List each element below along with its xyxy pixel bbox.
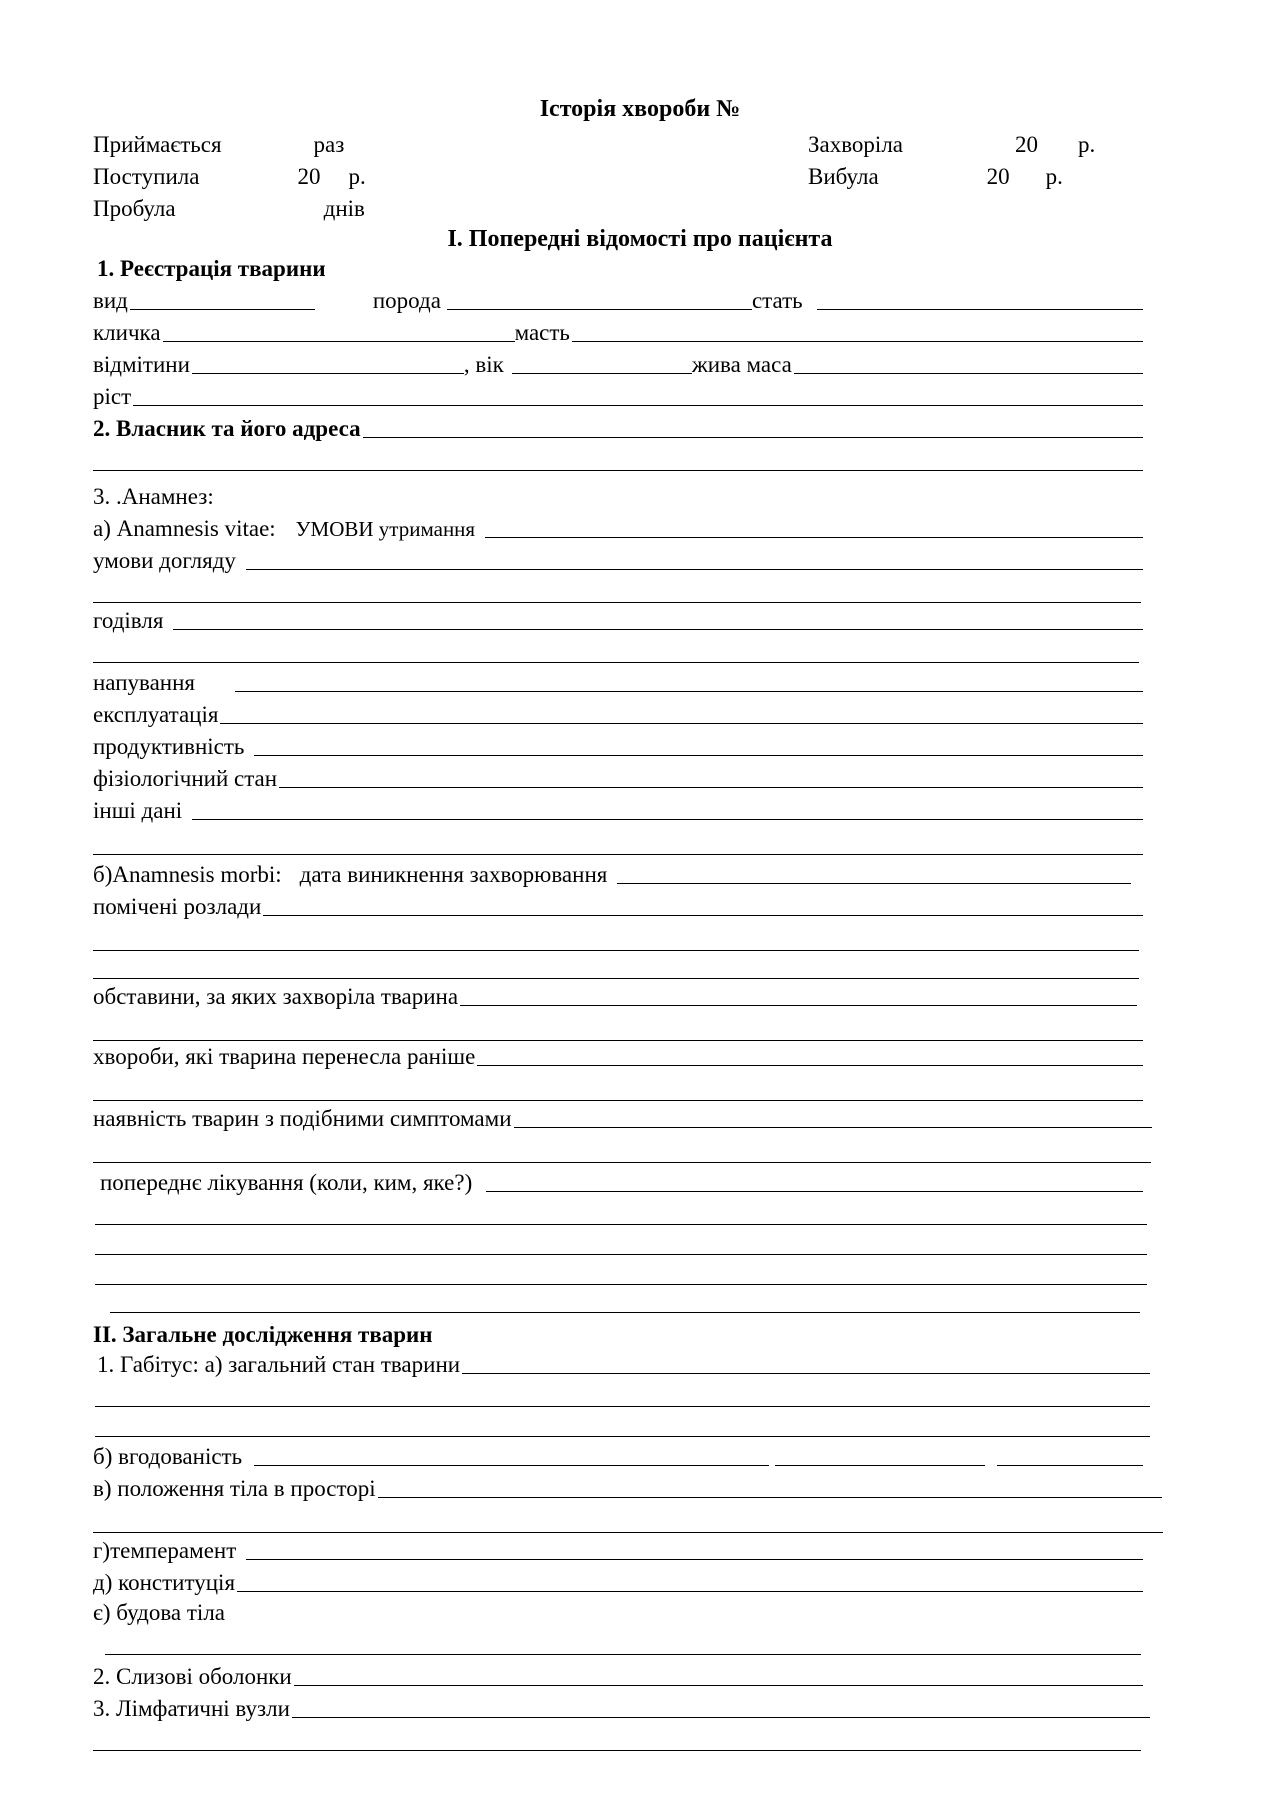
row-exploitation: [93, 698, 1143, 728]
row-lymph: [93, 1692, 1150, 1722]
keeping-field[interactable]: [485, 537, 1143, 538]
habitus-line-3[interactable]: [95, 1436, 1150, 1437]
fell-ill-label: Захворіла: [808, 132, 904, 157]
left-suffix: р.: [1045, 164, 1063, 189]
physiology-label: фізіологічний стан: [93, 766, 278, 791]
left-year: 20: [986, 164, 1010, 189]
other-field[interactable]: [192, 819, 1143, 820]
other-label: інші дані: [93, 798, 183, 823]
row-similar: [93, 1102, 1152, 1132]
care-field[interactable]: [246, 569, 1143, 570]
section2-heading: [93, 1318, 1143, 1348]
exploitation-label: експлуатація: [93, 702, 219, 727]
owner-line-2[interactable]: [93, 470, 1143, 471]
row-marks: [93, 348, 1143, 378]
mucosa-label: 2. Слизові оболонки: [93, 1664, 292, 1689]
habitus-line-2[interactable]: [95, 1406, 1150, 1407]
lymph-field[interactable]: [292, 1717, 1150, 1718]
physiology-field[interactable]: [279, 787, 1143, 788]
arrived-label: Поступила: [93, 164, 200, 189]
row-owner: [93, 412, 1143, 442]
disorders-line-2[interactable]: [93, 950, 1139, 951]
row-species: [93, 284, 1143, 314]
row-care: [93, 544, 1143, 574]
registration-heading: [97, 252, 1143, 282]
onset-field[interactable]: [617, 883, 1131, 884]
lymph-line-2[interactable]: [93, 1750, 1141, 1751]
height-label: ріст: [93, 384, 132, 409]
row-anamnesis: [93, 480, 1143, 510]
row-previous: [93, 1040, 1143, 1070]
row-watering: [93, 666, 1143, 696]
header-row-3: [93, 192, 1143, 222]
morbi-label: б)Anamnesis morbi:: [93, 862, 282, 887]
disorders-label: помічені розлади: [93, 894, 262, 919]
similar-field[interactable]: [514, 1127, 1152, 1128]
treatment-line-4[interactable]: [95, 1284, 1147, 1285]
header-row-1: [93, 128, 1143, 158]
name-field[interactable]: [163, 341, 515, 342]
onset-label: дата виникнення захворювання: [299, 862, 608, 887]
position-field[interactable]: [378, 1497, 1162, 1498]
breed-field[interactable]: [447, 309, 752, 310]
weight-label: жива маса: [691, 352, 792, 377]
row-nutrition: [93, 1440, 1143, 1470]
temperament-field[interactable]: [246, 1559, 1143, 1560]
row-disorders: [93, 890, 1143, 920]
nutrition-field-3[interactable]: [997, 1465, 1143, 1466]
vitae-label: а) Anamnesis vitae:: [93, 516, 276, 541]
treatment-line-2[interactable]: [95, 1224, 1147, 1225]
watering-field[interactable]: [235, 691, 1143, 692]
position-label: в) положення тіла в просторі: [93, 1476, 376, 1501]
previous-label: хвороби, які тварина перенесла раніше: [93, 1044, 476, 1069]
build-line[interactable]: [105, 1654, 1141, 1655]
row-physiology: [93, 762, 1143, 792]
arrived-year: 20: [297, 164, 321, 189]
treatment-line-3[interactable]: [95, 1254, 1147, 1255]
constitution-field[interactable]: [237, 1591, 1143, 1592]
nutrition-field-1[interactable]: [254, 1465, 769, 1466]
row-mucosa: [93, 1660, 1143, 1690]
habitus-label: 1. Габітус: а) загальний стан тварини: [97, 1352, 461, 1377]
arrived-suffix: р.: [348, 164, 366, 189]
mucosa-field[interactable]: [294, 1685, 1143, 1686]
disorders-line-3[interactable]: [93, 978, 1139, 979]
weight-field[interactable]: [794, 373, 1143, 374]
nutrition-field-2[interactable]: [775, 1465, 985, 1466]
row-temperament: [93, 1534, 1143, 1564]
species-field[interactable]: [130, 309, 315, 310]
constitution-label: д) конституція: [93, 1570, 236, 1595]
watering-label: напування: [93, 670, 195, 695]
color-label: масть: [514, 320, 570, 345]
build-label: є) будова тіла: [93, 1600, 226, 1625]
temperament-label: г)темперамент: [93, 1538, 237, 1563]
circumstances-field[interactable]: [460, 1005, 1137, 1006]
section2-title: II. Загальне дослідження тварин: [93, 1322, 433, 1347]
fell-ill-suffix: р.: [1078, 132, 1096, 157]
row-keeping: [93, 512, 1143, 542]
row-position: [93, 1472, 1162, 1502]
treatment-label: попереднє лікування (коли, ким, яке?): [100, 1170, 473, 1195]
accepted-label: Приймається: [93, 132, 222, 157]
header-row-2: [93, 160, 1143, 190]
registration-title: 1. Реєстрація тварини: [97, 256, 326, 281]
document-title: Історія хвороби №: [539, 96, 741, 122]
care-label: умови догляду: [93, 548, 236, 573]
marks-field[interactable]: [192, 373, 464, 374]
breed-label: порода: [372, 288, 441, 313]
keeping-label: УМОВИ утримання: [295, 517, 476, 541]
feeding-field[interactable]: [173, 629, 1143, 630]
other-line-2[interactable]: [93, 854, 1143, 855]
row-circumstances: [93, 980, 1143, 1010]
stayed-label: Пробула: [93, 196, 176, 221]
position-line-2[interactable]: [93, 1532, 1163, 1533]
row-other: [93, 794, 1143, 824]
feeding-line-2[interactable]: [93, 662, 1139, 663]
left-label: Вибула: [808, 164, 879, 189]
section1-title: I. Попередні відомості про пацієнта: [447, 226, 833, 252]
sex-field[interactable]: [817, 309, 1143, 310]
treatment-field[interactable]: [486, 1191, 1143, 1192]
productivity-field[interactable]: [254, 755, 1143, 756]
treatment-line-5[interactable]: [110, 1312, 1140, 1313]
previous-field[interactable]: [477, 1065, 1143, 1066]
circumstances-label: обставини, за яких захворіла тварина: [93, 984, 459, 1009]
lymph-label: 3. Лімфатичні вузли: [93, 1696, 290, 1721]
habitus-field[interactable]: [462, 1373, 1150, 1374]
nutrition-label: б) вгодованість: [93, 1444, 243, 1469]
row-onset: [93, 858, 1143, 888]
marks-label: відмітини: [93, 352, 190, 377]
name-label: кличка: [93, 320, 161, 345]
row-treatment: [100, 1166, 1143, 1196]
row-build: [93, 1596, 1143, 1626]
similar-label: наявність тварин з подібними симптомами: [93, 1106, 512, 1131]
productivity-label: продуктивність: [93, 734, 245, 759]
age-field[interactable]: [512, 373, 692, 374]
species-label: вид: [93, 288, 128, 313]
exploitation-field[interactable]: [220, 723, 1143, 724]
disorders-field[interactable]: [263, 915, 1143, 916]
sex-label: стать: [751, 288, 803, 313]
age-label: , вік: [463, 352, 504, 377]
row-feeding: [93, 604, 1143, 634]
similar-line-2[interactable]: [93, 1162, 1151, 1163]
row-constitution: [93, 1566, 1143, 1596]
row-name: [93, 316, 1143, 346]
row-height: [93, 380, 1143, 410]
owner-label: 2. Власник та його адреса: [93, 416, 361, 441]
row-productivity: [93, 730, 1143, 760]
accepted-suffix: раз: [313, 132, 345, 157]
height-field[interactable]: [133, 405, 1143, 406]
care-line-2[interactable]: [93, 602, 1141, 603]
anamnesis-label: 3. .Анамнез:: [93, 484, 214, 509]
color-field[interactable]: [572, 341, 1143, 342]
row-habitus: [97, 1348, 1150, 1378]
feeding-label: годівля: [93, 608, 164, 633]
stayed-suffix: днів: [323, 196, 365, 221]
previous-line-2[interactable]: [93, 1100, 1143, 1101]
owner-field[interactable]: [363, 437, 1143, 438]
fell-ill-year: 20: [1015, 132, 1039, 157]
